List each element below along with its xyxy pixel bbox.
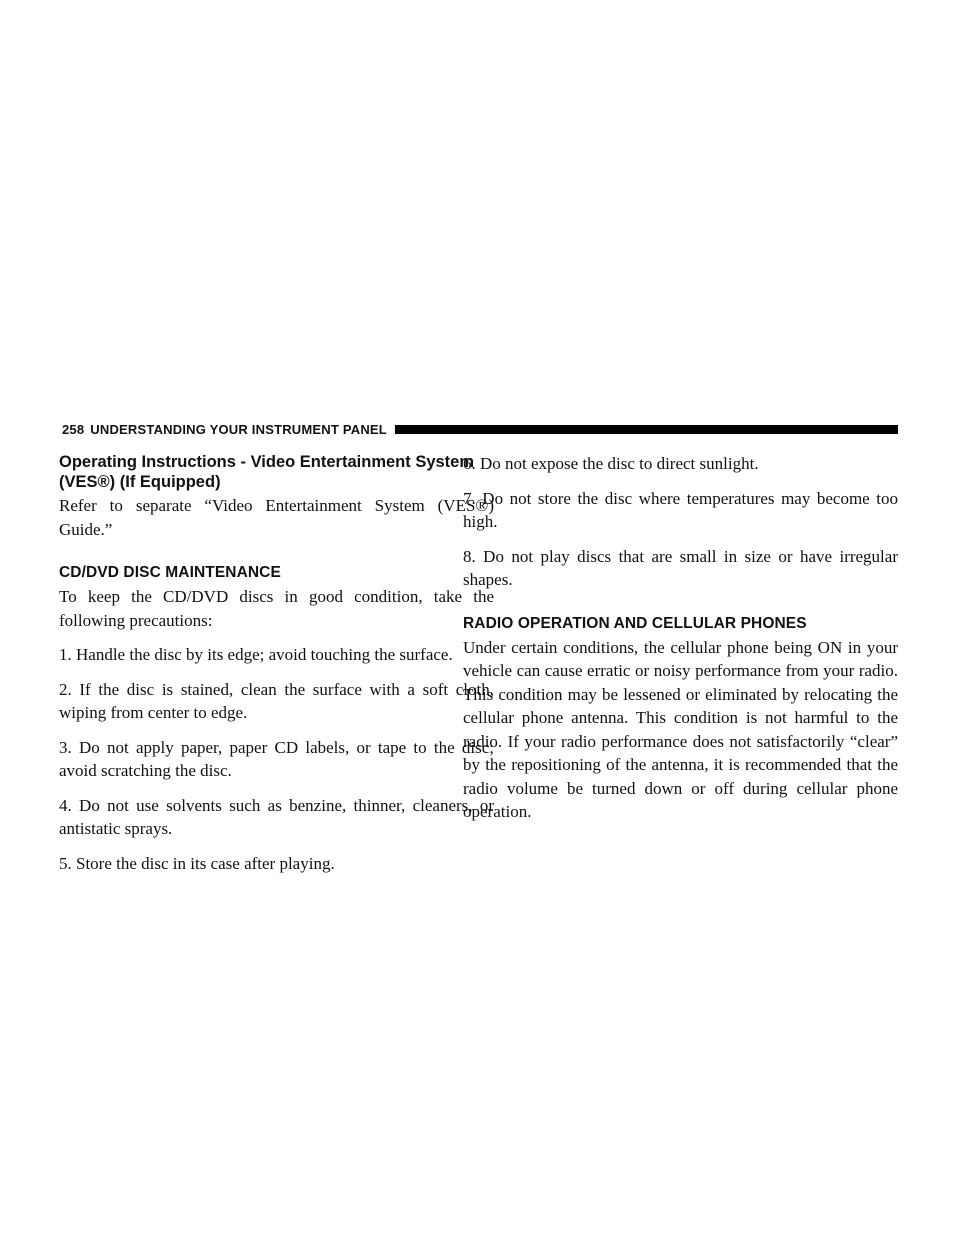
list-item: 7. Do not store the disc where temperatures may become too high. bbox=[463, 488, 898, 531]
left-column bbox=[59, 452, 494, 886]
list-item: 5. Store the disc in its case after playing. bbox=[59, 853, 335, 873]
heading-video-entertainment: Operating Instructions - Video Entertainment System (VES®) (If Equipped) bbox=[59, 453, 475, 491]
heading-radio-cellular: RADIO OPERATION AND CELLULAR PHONES bbox=[463, 614, 807, 632]
paragraph-ves-guide: Refer to separate “Video Entertainment System (VES®) Guide.” bbox=[59, 496, 494, 539]
paragraph-precautions: To keep the CD/DVD discs in good condition, take the following precautions: bbox=[59, 587, 494, 630]
paragraph-cellular-interference: Under certain conditions, the cellular phone being ON in your vehicle can cause erratic or noisy performance from your radio. This condition may be lessened or eliminated by relocating the cellular phone antenna. This condition is not harmful to the radio. If your radio performance does not satisfactorily “clear” by the repositioning of the antenna, it is recommended that the radio volume be turned down or off during cellular phone operation. bbox=[463, 637, 898, 821]
list-item: 6. Do not expose the disc to direct sunlight. bbox=[463, 454, 759, 473]
heading-disc-maintenance: CD/DVD DISC MAINTENANCE bbox=[59, 564, 281, 581]
right-column bbox=[463, 452, 898, 835]
header-rule bbox=[395, 425, 898, 434]
page-number: 258 bbox=[62, 421, 85, 437]
list-item: 8. Do not play discs that are small in size or have irregular shapes. bbox=[463, 546, 898, 589]
page-header bbox=[62, 420, 898, 438]
list-item: 3. Do not apply paper, paper CD labels, or tape to the disc; avoid scratching the disc. bbox=[59, 737, 494, 780]
list-item: 1. Handle the disc by its edge; avoid touching the surface. bbox=[59, 645, 453, 664]
section-title: UNDERSTANDING YOUR INSTRUMENT PANEL bbox=[90, 421, 387, 437]
list-item: 4. Do not use solvents such as benzine, thinner, cleaners, or antistatic sprays. bbox=[59, 795, 494, 838]
list-item: 2. If the disc is stained, clean the surface with a soft cloth, wiping from center to edge. bbox=[59, 679, 494, 722]
